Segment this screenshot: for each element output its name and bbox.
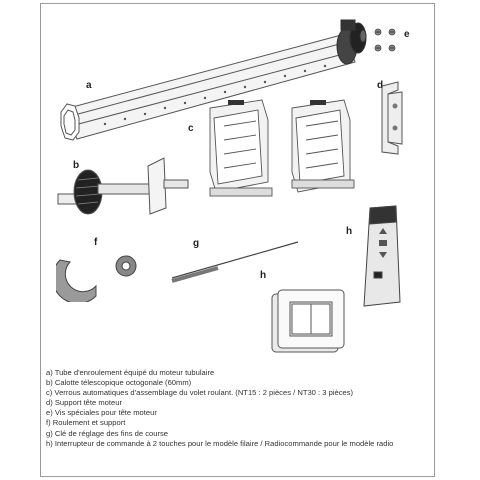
- legend-item-g: g) Clé de réglage des fins de course: [46, 428, 168, 438]
- label-f: f: [94, 237, 98, 248]
- label-a: a: [86, 80, 92, 91]
- adjustment-key-icon: [168, 236, 308, 286]
- parts-legend: [46, 368, 431, 449]
- label-b: b: [73, 160, 80, 171]
- legend-item-c: c) Verrous automatiques d'assemblage du volet roulant. (NT15 : 2 pièces / NT30 : 3 pièces): [46, 388, 354, 398]
- legend-item-b: b) Calotte télescopique octogonale (60mm): [46, 378, 192, 388]
- label-c: c: [188, 123, 194, 134]
- legend-item-h: h) Interrupteur de commande à 2 touches pour le modèle filaire / Radiocommande pour le modèle radio: [46, 438, 394, 448]
- legend-item-f: f) Roulement et support: [46, 418, 126, 428]
- label-e: e: [404, 29, 410, 40]
- legend-item-e: e) Vis spéciales pour tête moteur: [46, 408, 157, 418]
- wall-switch-icon: [268, 286, 348, 356]
- lock-clip-icon: [196, 96, 376, 208]
- bearing-icon: [56, 252, 146, 302]
- remote-control-icon: [352, 202, 412, 312]
- legend-item-a: a) Tube d'enroulement équipé du moteur tubulaire: [46, 368, 215, 377]
- label-d: d: [377, 80, 384, 91]
- label-h-remote: h: [346, 226, 353, 237]
- legend-item-d: d) Support tête moteur: [46, 398, 122, 408]
- label-g: g: [193, 238, 200, 249]
- label-h-switch: h: [260, 270, 267, 281]
